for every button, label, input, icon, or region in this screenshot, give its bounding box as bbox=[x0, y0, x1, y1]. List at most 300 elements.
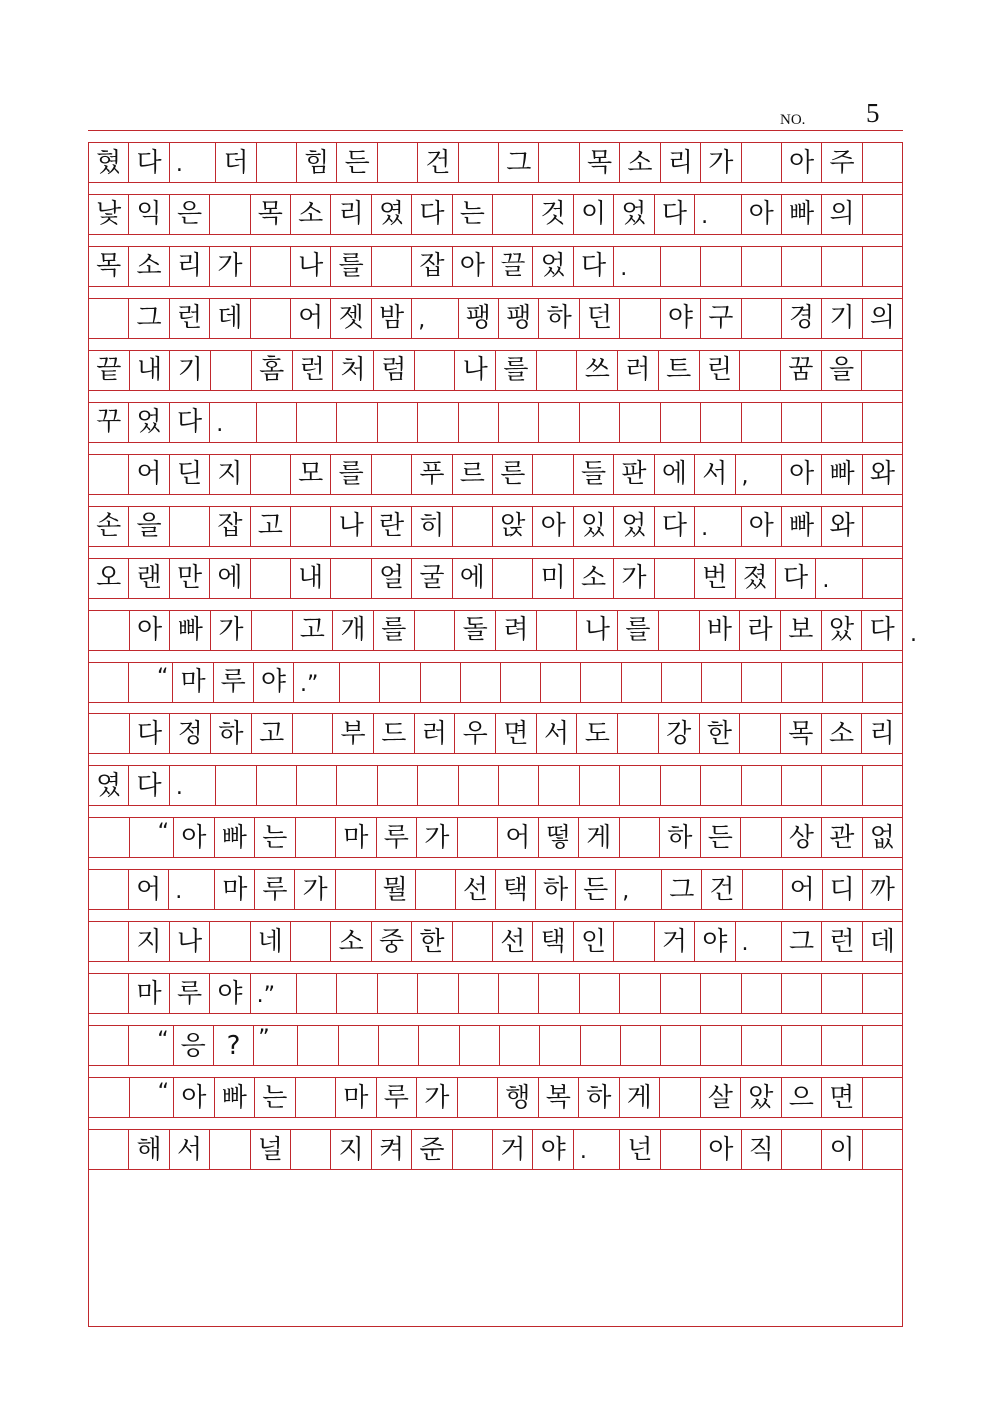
manuscript-cell: 만 bbox=[169, 559, 209, 598]
manuscript-cell bbox=[617, 714, 658, 753]
manuscript-cell bbox=[417, 766, 457, 805]
manuscript-cell bbox=[739, 351, 780, 390]
manuscript-cell: 없 bbox=[862, 818, 904, 857]
manuscript-cell: 끌 bbox=[492, 247, 532, 286]
manuscript-cell bbox=[418, 1026, 458, 1065]
manuscript-cell bbox=[215, 766, 255, 805]
manuscript-cell: 루 bbox=[213, 663, 253, 702]
manuscript-cell: 아 bbox=[781, 143, 821, 182]
manuscript-cell: 다 bbox=[654, 507, 694, 546]
page-header bbox=[88, 96, 903, 131]
manuscript-cell: 처 bbox=[332, 351, 373, 390]
manuscript-cell bbox=[458, 766, 498, 805]
manuscript-cell bbox=[290, 1130, 330, 1169]
manuscript-cell bbox=[741, 247, 781, 286]
manuscript-cell bbox=[580, 663, 620, 702]
manuscript-cell: 야 bbox=[532, 1130, 572, 1169]
manuscript-cell bbox=[619, 974, 659, 1013]
manuscript-cell: 팽 bbox=[458, 299, 498, 338]
manuscript-row bbox=[88, 1077, 903, 1118]
manuscript-cell: 든 bbox=[700, 818, 741, 857]
manuscript-cell: 행 bbox=[497, 1078, 538, 1117]
manuscript-cell: 서 bbox=[169, 1130, 209, 1169]
manuscript-cell: 었 bbox=[532, 247, 572, 286]
manuscript-cell: 낯 bbox=[88, 195, 128, 234]
manuscript-cell: 마 bbox=[214, 870, 254, 909]
manuscript-cell: 이 bbox=[821, 1130, 861, 1169]
manuscript-cell: 우 bbox=[454, 714, 495, 753]
manuscript-cell: . bbox=[573, 1130, 619, 1169]
manuscript-cell: 러 bbox=[414, 714, 455, 753]
manuscript-cell bbox=[290, 507, 330, 546]
manuscript-cell bbox=[500, 663, 540, 702]
manuscript-cell: 한 bbox=[411, 922, 451, 961]
manuscript-cell bbox=[659, 1078, 700, 1117]
manuscript-cell bbox=[492, 559, 532, 598]
manuscript-cell bbox=[822, 663, 862, 702]
manuscript-cell bbox=[862, 143, 903, 182]
manuscript-cell: 소 bbox=[330, 922, 370, 961]
manuscript-cell: 어 bbox=[782, 870, 822, 909]
manuscript-cell: 해 bbox=[128, 1130, 168, 1169]
manuscript-cell bbox=[457, 1078, 498, 1117]
manuscript-cell: 그 bbox=[498, 143, 538, 182]
manuscript-cell: 루 bbox=[169, 974, 209, 1013]
manuscript-cell: “ bbox=[128, 1026, 172, 1065]
manuscript-cell: 나 bbox=[290, 247, 330, 286]
manuscript-cell: 가 bbox=[209, 247, 249, 286]
manuscript-cell: 끝 bbox=[88, 351, 129, 390]
manuscript-cell bbox=[613, 922, 653, 961]
manuscript-cell: 졌 bbox=[735, 559, 775, 598]
manuscript-row bbox=[88, 142, 903, 183]
manuscript-cell: 지 bbox=[128, 922, 168, 961]
manuscript-cell: 나 bbox=[576, 611, 617, 650]
manuscript-cell bbox=[88, 1026, 128, 1065]
manuscript-cell: 돌 bbox=[454, 611, 495, 650]
manuscript-cell: 었 bbox=[128, 403, 168, 442]
manuscript-cell: 빠 bbox=[781, 507, 821, 546]
manuscript-cell bbox=[290, 922, 330, 961]
manuscript-cell: 런 bbox=[169, 299, 209, 338]
manuscript-cell: 루 bbox=[376, 1078, 417, 1117]
manuscript-cell bbox=[459, 1026, 499, 1065]
manuscript-cell: 꾸 bbox=[88, 403, 128, 442]
manuscript-cell bbox=[250, 247, 290, 286]
manuscript-cell: 서 bbox=[536, 714, 577, 753]
manuscript-cell: 다 bbox=[128, 143, 168, 182]
manuscript-cell: 를 bbox=[330, 455, 370, 494]
manuscript-cell bbox=[781, 1026, 821, 1065]
manuscript-cell bbox=[330, 559, 370, 598]
manuscript-cell: 아 bbox=[700, 1130, 740, 1169]
manuscript-cell: 트 bbox=[658, 351, 699, 390]
manuscript-cell: 게 bbox=[578, 818, 619, 857]
manuscript-cell bbox=[741, 766, 781, 805]
manuscript-cell: 라 bbox=[739, 611, 780, 650]
manuscript-cell bbox=[781, 663, 821, 702]
manuscript-row bbox=[88, 1129, 903, 1170]
manuscript-cell: 정 bbox=[169, 714, 210, 753]
manuscript-cell: 아 bbox=[532, 507, 572, 546]
manuscript-cell bbox=[741, 403, 781, 442]
manuscript-cell bbox=[88, 611, 129, 650]
manuscript-cell: 면 bbox=[821, 1078, 862, 1117]
manuscript-cell bbox=[821, 766, 861, 805]
manuscript-cell bbox=[292, 714, 333, 753]
manuscript-row bbox=[88, 194, 903, 235]
manuscript-cell bbox=[741, 143, 781, 182]
manuscript-cell: 아 bbox=[129, 611, 170, 650]
manuscript-cell: 다 bbox=[861, 611, 903, 650]
manuscript-cell bbox=[821, 247, 861, 286]
manuscript-cell bbox=[862, 663, 903, 702]
manuscript-cell: 보 bbox=[780, 611, 821, 650]
manuscript-cell: 였 bbox=[88, 766, 128, 805]
manuscript-cell bbox=[457, 818, 498, 857]
manuscript-cell bbox=[420, 663, 460, 702]
manuscript-cell bbox=[499, 1026, 539, 1065]
header-divider bbox=[88, 130, 903, 131]
manuscript-cell: 를 bbox=[373, 611, 414, 650]
manuscript-cell bbox=[579, 403, 619, 442]
manuscript-cell bbox=[452, 507, 492, 546]
manuscript-cell: 든 bbox=[575, 870, 615, 909]
manuscript-cell: 경 bbox=[781, 299, 821, 338]
manuscript-cell: 뭘 bbox=[375, 870, 415, 909]
manuscript-row bbox=[88, 921, 903, 962]
manuscript-cell: 밤 bbox=[371, 299, 411, 338]
manuscript-cell: 야 bbox=[660, 299, 700, 338]
manuscript-cell bbox=[335, 870, 375, 909]
manuscript-cell: 기 bbox=[169, 351, 210, 390]
manuscript-cell: 네 bbox=[250, 922, 290, 961]
manuscript-cell: 을 bbox=[821, 351, 862, 390]
manuscript-cell: 어 bbox=[290, 299, 330, 338]
manuscript-cell: 데 bbox=[862, 922, 903, 961]
manuscript-cell bbox=[619, 766, 659, 805]
manuscript-cell bbox=[295, 818, 336, 857]
manuscript-cell: 아 bbox=[452, 247, 492, 286]
manuscript-cell bbox=[250, 455, 290, 494]
manuscript-cell bbox=[862, 403, 903, 442]
manuscript-cell: 어 bbox=[128, 870, 168, 909]
manuscript-cell: 나 bbox=[330, 507, 370, 546]
manuscript-cell bbox=[296, 766, 336, 805]
manuscript-cell bbox=[452, 922, 492, 961]
manuscript-cell: 바 bbox=[699, 611, 740, 650]
manuscript-cell bbox=[660, 974, 700, 1013]
manuscript-cell: 팽 bbox=[498, 299, 538, 338]
page-number: 5 bbox=[866, 98, 880, 128]
manuscript-row bbox=[88, 869, 903, 910]
manuscript-cell bbox=[538, 403, 578, 442]
margin-punctuation: . bbox=[910, 621, 917, 647]
manuscript-row bbox=[88, 973, 903, 1014]
manuscript-cell bbox=[536, 611, 577, 650]
manuscript-cell bbox=[88, 1130, 128, 1169]
manuscript-cell: ? bbox=[213, 1026, 253, 1065]
manuscript-cell bbox=[620, 1026, 660, 1065]
manuscript-cell: 손 bbox=[88, 507, 128, 546]
manuscript-cell bbox=[210, 351, 251, 390]
manuscript-cell bbox=[336, 974, 376, 1013]
manuscript-cell bbox=[536, 351, 577, 390]
manuscript-cell: 그 bbox=[128, 299, 168, 338]
manuscript-cell: ” bbox=[253, 1026, 297, 1065]
manuscript-cell bbox=[250, 299, 290, 338]
manuscript-cell: 소 bbox=[290, 195, 330, 234]
manuscript-cell: 앉 bbox=[492, 507, 532, 546]
manuscript-cell bbox=[336, 403, 376, 442]
manuscript-row bbox=[88, 765, 903, 806]
manuscript-cell bbox=[88, 299, 128, 338]
manuscript-cell: 았 bbox=[821, 611, 862, 650]
manuscript-cell bbox=[781, 247, 821, 286]
manuscript-cell: 켜 bbox=[371, 1130, 411, 1169]
manuscript-cell: 선 bbox=[492, 922, 532, 961]
manuscript-cell bbox=[739, 714, 780, 753]
manuscript-cell: 러 bbox=[617, 351, 658, 390]
manuscript-cell: 쓰 bbox=[576, 351, 617, 390]
manuscript-cell bbox=[377, 143, 417, 182]
manuscript-cell: 가 bbox=[416, 1078, 457, 1117]
manuscript-row bbox=[88, 402, 903, 443]
manuscript-cell: . bbox=[169, 766, 215, 805]
manuscript-cell: 히 bbox=[411, 507, 451, 546]
manuscript-cell: 굴 bbox=[411, 559, 451, 598]
manuscript-cell: 에 bbox=[654, 455, 694, 494]
manuscript-cell: 야 bbox=[209, 974, 249, 1013]
manuscript-cell: 주 bbox=[821, 143, 861, 182]
manuscript-cell: 랜 bbox=[128, 559, 168, 598]
manuscript-cell: 떻 bbox=[538, 818, 579, 857]
manuscript-cell: 힘 bbox=[296, 143, 336, 182]
manuscript-cell: 하 bbox=[659, 818, 700, 857]
manuscript-cell: 의 bbox=[821, 195, 861, 234]
manuscript-cell: 던 bbox=[579, 299, 619, 338]
manuscript-cell: 판 bbox=[613, 455, 653, 494]
manuscript-cell: 넌 bbox=[619, 1130, 659, 1169]
manuscript-cell bbox=[371, 247, 411, 286]
manuscript-cell: 가 bbox=[700, 143, 740, 182]
manuscript-cell: 는 bbox=[452, 195, 492, 234]
manuscript-cell bbox=[700, 247, 740, 286]
manuscript-cell: 가 bbox=[613, 559, 653, 598]
manuscript-cell: 다 bbox=[411, 195, 451, 234]
manuscript-cell: 준 bbox=[411, 1130, 451, 1169]
manuscript-cell bbox=[700, 1026, 740, 1065]
manuscript-cell: 상 bbox=[781, 818, 822, 857]
manuscript-cell: 리 bbox=[861, 714, 903, 753]
manuscript-cell: 리 bbox=[330, 195, 370, 234]
manuscript-row bbox=[88, 817, 903, 858]
manuscript-cell: 복 bbox=[538, 1078, 579, 1117]
manuscript-cell bbox=[742, 870, 782, 909]
manuscript-cell: 혔 bbox=[88, 143, 128, 182]
manuscript-cell bbox=[619, 818, 660, 857]
manuscript-row bbox=[88, 246, 903, 287]
manuscript-cell: 모 bbox=[290, 455, 330, 494]
manuscript-cell: 기 bbox=[821, 299, 861, 338]
manuscript-cell bbox=[452, 1130, 492, 1169]
manuscript-row bbox=[88, 1025, 903, 1066]
manuscript-cell: 다 bbox=[573, 247, 613, 286]
manuscript-cell: 소 bbox=[821, 714, 862, 753]
manuscript-cell: 린 bbox=[699, 351, 740, 390]
manuscript-cell: 들 bbox=[573, 455, 613, 494]
manuscript-cell bbox=[458, 403, 498, 442]
manuscript-row bbox=[88, 662, 903, 703]
manuscript-cell bbox=[580, 1026, 620, 1065]
manuscript-cell: 다 bbox=[128, 766, 168, 805]
manuscript-cell bbox=[741, 974, 781, 1013]
manuscript-cell bbox=[741, 1026, 781, 1065]
manuscript-cell: 소 bbox=[619, 143, 659, 182]
manuscript-cell: 의 bbox=[862, 299, 903, 338]
manuscript-cell: “ bbox=[128, 663, 172, 702]
manuscript-cell: 내 bbox=[129, 351, 170, 390]
manuscript-cell: 리 bbox=[169, 247, 209, 286]
manuscript-cell bbox=[415, 870, 455, 909]
manuscript-cell bbox=[862, 1078, 904, 1117]
manuscript-cell: 면 bbox=[495, 714, 536, 753]
manuscript-cell bbox=[88, 455, 128, 494]
manuscript-cell bbox=[619, 403, 659, 442]
manuscript-cell bbox=[741, 663, 781, 702]
manuscript-cell bbox=[88, 870, 128, 909]
manuscript-cell bbox=[538, 974, 578, 1013]
manuscript-cell: 목 bbox=[88, 247, 128, 286]
manuscript-cell: 었 bbox=[613, 507, 653, 546]
manuscript-cell: 리 bbox=[660, 143, 700, 182]
manuscript-cell: 살 bbox=[700, 1078, 741, 1117]
manuscript-cell: 관 bbox=[821, 818, 862, 857]
manuscript-cell: 익 bbox=[128, 195, 168, 234]
manuscript-cell: 마 bbox=[172, 663, 212, 702]
manuscript-cell bbox=[297, 1026, 337, 1065]
manuscript-cell: 있 bbox=[573, 507, 613, 546]
manuscript-cell bbox=[700, 403, 740, 442]
manuscript-cell: 도 bbox=[576, 714, 617, 753]
manuscript-cell: 든 bbox=[336, 143, 376, 182]
manuscript-cell bbox=[862, 247, 903, 286]
manuscript-cell bbox=[701, 663, 741, 702]
manuscript-cell bbox=[660, 1130, 700, 1169]
manuscript-cell bbox=[660, 403, 700, 442]
manuscript-cell bbox=[619, 299, 659, 338]
manuscript-cell bbox=[88, 663, 128, 702]
manuscript-cell bbox=[460, 663, 500, 702]
manuscript-cell bbox=[209, 1130, 249, 1169]
manuscript-cell: 이 bbox=[573, 195, 613, 234]
manuscript-cell: 하 bbox=[210, 714, 251, 753]
manuscript-cell: 홈 bbox=[251, 351, 292, 390]
manuscript-cell: 를 bbox=[617, 611, 658, 650]
manuscript-cell bbox=[492, 195, 532, 234]
manuscript-cell: . bbox=[735, 922, 781, 961]
manuscript-cell: 빠 bbox=[169, 611, 210, 650]
manuscript-cell bbox=[862, 559, 903, 598]
manuscript-cell: 까 bbox=[862, 870, 903, 909]
manuscript-cell: 는 bbox=[254, 1078, 295, 1117]
manuscript-cell: 아 bbox=[173, 818, 214, 857]
manuscript-cell: 데 bbox=[209, 299, 249, 338]
manuscript-cell: . bbox=[815, 559, 861, 598]
manuscript-cell: 잡 bbox=[411, 247, 451, 286]
manuscript-cell: 디 bbox=[822, 870, 862, 909]
manuscript-cell bbox=[377, 766, 417, 805]
manuscript-cell: 런 bbox=[821, 922, 861, 961]
manuscript-cell bbox=[621, 663, 661, 702]
manuscript-cell bbox=[539, 1026, 579, 1065]
manuscript-cell: 빠 bbox=[781, 195, 821, 234]
manuscript-cell: 인 bbox=[573, 922, 613, 961]
manuscript-cell bbox=[88, 818, 129, 857]
manuscript-cell: 런 bbox=[292, 351, 333, 390]
manuscript-cell bbox=[371, 455, 411, 494]
manuscript-cell bbox=[579, 974, 619, 1013]
manuscript-cell bbox=[862, 195, 903, 234]
manuscript-cell bbox=[458, 143, 498, 182]
manuscript-cell bbox=[88, 714, 129, 753]
manuscript-cell: 와 bbox=[862, 455, 903, 494]
manuscript-cell: 았 bbox=[740, 1078, 781, 1117]
manuscript-cell bbox=[741, 299, 781, 338]
manuscript-cell: 와 bbox=[821, 507, 861, 546]
manuscript-cell bbox=[781, 974, 821, 1013]
manuscript-cell: 꿈 bbox=[780, 351, 821, 390]
manuscript-cell bbox=[538, 143, 578, 182]
manuscript-cell bbox=[862, 766, 903, 805]
manuscript-cell: 택 bbox=[532, 922, 572, 961]
manuscript-cell bbox=[540, 663, 580, 702]
manuscript-cell: 건 bbox=[417, 143, 457, 182]
manuscript-cell: 오 bbox=[88, 559, 128, 598]
manuscript-cell: 소 bbox=[573, 559, 613, 598]
manuscript-cell bbox=[498, 766, 538, 805]
manuscript-cell: 거 bbox=[492, 1130, 532, 1169]
manuscript-cell: 를 bbox=[330, 247, 370, 286]
manuscript-cell: 마 bbox=[128, 974, 168, 1013]
manuscript-cell bbox=[781, 403, 821, 442]
manuscript-cell bbox=[579, 766, 619, 805]
manuscript-cell: 럼 bbox=[373, 351, 414, 390]
manuscript-cell bbox=[781, 1130, 821, 1169]
manuscript-cell bbox=[862, 1026, 903, 1065]
manuscript-cell: 려 bbox=[495, 611, 536, 650]
manuscript-cell: 택 bbox=[495, 870, 535, 909]
manuscript-cell: 서 bbox=[694, 455, 734, 494]
manuscript-cell: 널 bbox=[250, 1130, 290, 1169]
manuscript-cell: “ bbox=[129, 818, 174, 857]
manuscript-row bbox=[88, 454, 903, 495]
manuscript-cell: 빠 bbox=[214, 818, 255, 857]
manuscript-cell: 가 bbox=[210, 611, 251, 650]
manuscript-cell bbox=[251, 611, 292, 650]
manuscript-cell: 에 bbox=[209, 559, 249, 598]
manuscript-cell bbox=[532, 455, 572, 494]
manuscript-cell: 건 bbox=[701, 870, 741, 909]
manuscript-cell bbox=[250, 559, 290, 598]
manuscript-cell bbox=[538, 766, 578, 805]
manuscript-cell bbox=[339, 663, 379, 702]
manuscript-cell bbox=[256, 766, 296, 805]
manuscript-cell bbox=[377, 974, 417, 1013]
manuscript-cell: 가 bbox=[294, 870, 334, 909]
manuscript-cell: “ bbox=[129, 1078, 174, 1117]
manuscript-cell bbox=[295, 1078, 336, 1117]
